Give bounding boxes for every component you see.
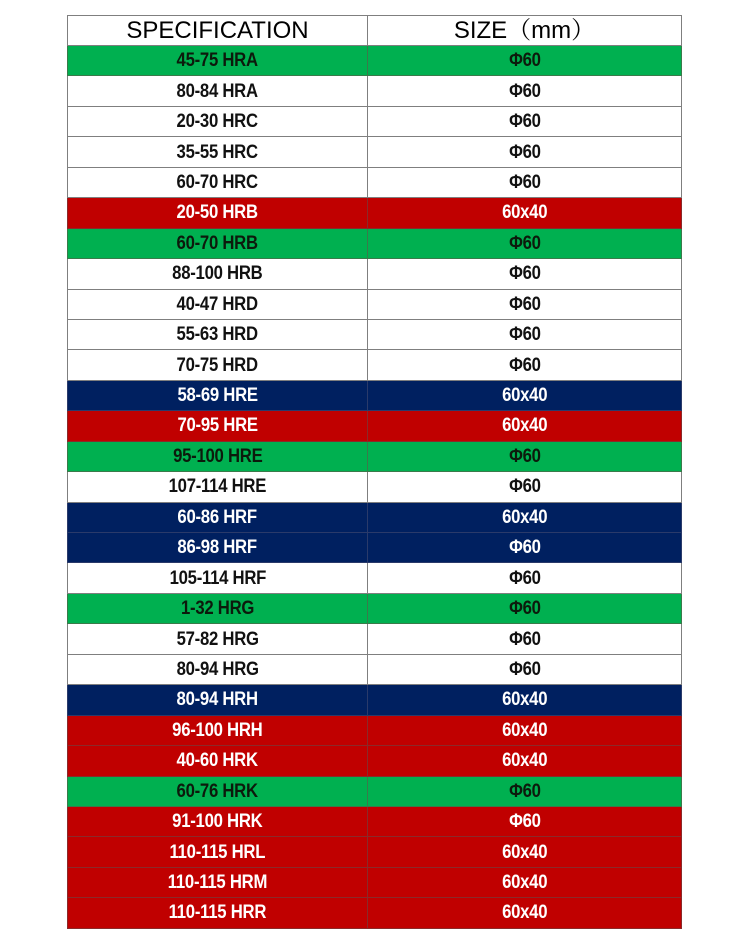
size-cell xyxy=(368,76,682,106)
size-cell xyxy=(368,715,682,745)
table-row xyxy=(68,776,682,806)
table-row xyxy=(68,533,682,563)
size-text: 60x40 xyxy=(501,415,548,437)
specification-cell xyxy=(68,106,368,136)
size-text: 60x40 xyxy=(501,202,548,224)
size-cell xyxy=(368,106,682,136)
size-text: Φ60 xyxy=(508,111,541,133)
specification-cell xyxy=(68,350,368,380)
size-text: 60x40 xyxy=(501,689,548,711)
specification-text: 60-76 HRK xyxy=(176,780,259,802)
table-row xyxy=(68,411,682,441)
size-text: 60x40 xyxy=(501,872,548,894)
size-column-header: SIZE（mm） xyxy=(368,16,682,46)
specification-text: 70-95 HRE xyxy=(177,415,258,437)
specification-text: 105-114 HRF xyxy=(169,567,266,589)
size-text: Φ60 xyxy=(508,293,541,315)
table-row xyxy=(68,502,682,532)
size-text: Φ60 xyxy=(508,50,541,72)
table-row xyxy=(68,259,682,289)
table-row xyxy=(68,746,682,776)
size-text: 60x40 xyxy=(501,750,548,772)
specification-text: 95-100 HRE xyxy=(172,445,263,467)
specification-cell xyxy=(68,746,368,776)
size-cell xyxy=(368,228,682,258)
specification-cell xyxy=(68,411,368,441)
size-cell xyxy=(368,198,682,228)
table-row xyxy=(68,898,682,928)
specification-cell xyxy=(68,380,368,410)
table-row xyxy=(68,472,682,502)
size-cell xyxy=(368,746,682,776)
header-row xyxy=(68,16,682,46)
hardness-block-spec-table xyxy=(67,15,682,929)
specification-text: 40-60 HRK xyxy=(176,750,259,772)
specification-text: 110-115 HRM xyxy=(167,872,268,894)
specification-text: 86-98 HRF xyxy=(177,537,258,559)
specification-cell xyxy=(68,624,368,654)
table-row xyxy=(68,106,682,136)
size-text: Φ60 xyxy=(508,476,541,498)
size-text: Φ60 xyxy=(508,80,541,102)
size-text: Φ60 xyxy=(508,628,541,650)
size-cell xyxy=(368,137,682,167)
size-cell xyxy=(368,441,682,471)
size-cell xyxy=(368,289,682,319)
size-cell xyxy=(368,593,682,623)
specification-cell xyxy=(68,533,368,563)
specification-cell xyxy=(68,76,368,106)
specification-text: 58-69 HRE xyxy=(177,385,258,407)
specification-column-header: SPECIFICATION xyxy=(68,16,368,46)
table-row xyxy=(68,837,682,867)
size-cell xyxy=(368,350,682,380)
specification-cell xyxy=(68,46,368,76)
table-row xyxy=(68,198,682,228)
table-row xyxy=(68,867,682,897)
specification-cell xyxy=(68,137,368,167)
specification-cell xyxy=(68,685,368,715)
specification-text: 60-70 HRB xyxy=(176,232,259,254)
table-row xyxy=(68,593,682,623)
table-row xyxy=(68,228,682,258)
size-cell xyxy=(368,685,682,715)
size-cell xyxy=(368,259,682,289)
specification-cell xyxy=(68,593,368,623)
size-text: 60x40 xyxy=(501,385,548,407)
size-cell xyxy=(368,46,682,76)
size-cell xyxy=(368,837,682,867)
size-text: Φ60 xyxy=(508,232,541,254)
specification-cell xyxy=(68,502,368,532)
table-row xyxy=(68,46,682,76)
table-row xyxy=(68,715,682,745)
specification-text: 55-63 HRD xyxy=(176,324,259,346)
table-row xyxy=(68,319,682,349)
table-row xyxy=(68,563,682,593)
size-cell xyxy=(368,867,682,897)
specification-cell xyxy=(68,472,368,502)
size-cell xyxy=(368,654,682,684)
specification-cell xyxy=(68,198,368,228)
specification-text: 80-84 HRA xyxy=(176,80,259,102)
specification-text: 60-86 HRF xyxy=(177,506,258,528)
specification-text: 107-114 HRE xyxy=(168,476,267,498)
size-text: Φ60 xyxy=(508,263,541,285)
specification-cell xyxy=(68,867,368,897)
size-text: Φ60 xyxy=(508,567,541,589)
specification-text: 91-100 HRK xyxy=(172,811,263,833)
size-cell xyxy=(368,806,682,836)
specification-cell xyxy=(68,167,368,197)
size-cell xyxy=(368,319,682,349)
specification-text: 110-115 HRR xyxy=(168,902,267,924)
specification-cell xyxy=(68,259,368,289)
specification-text: 20-30 HRC xyxy=(176,111,259,133)
specification-text: 35-55 HRC xyxy=(176,141,259,163)
specification-cell xyxy=(68,715,368,745)
table-row xyxy=(68,167,682,197)
size-cell xyxy=(368,502,682,532)
specification-cell xyxy=(68,319,368,349)
specification-text: 1-32 HRG xyxy=(180,598,255,620)
table-row xyxy=(68,380,682,410)
size-cell xyxy=(368,624,682,654)
size-cell xyxy=(368,898,682,928)
size-cell xyxy=(368,472,682,502)
specification-text: 70-75 HRD xyxy=(176,354,259,376)
size-cell xyxy=(368,533,682,563)
size-text: Φ60 xyxy=(508,811,541,833)
specification-text: 80-94 HRG xyxy=(176,658,259,680)
size-text: 60x40 xyxy=(501,841,548,863)
size-text: Φ60 xyxy=(508,780,541,802)
specification-text: 40-47 HRD xyxy=(176,293,259,315)
specification-text: 57-82 HRG xyxy=(176,628,259,650)
size-text: 60x40 xyxy=(501,719,548,741)
specification-cell xyxy=(68,898,368,928)
specification-text: 45-75 HRA xyxy=(176,50,259,72)
specification-cell xyxy=(68,228,368,258)
specification-text: 96-100 HRH xyxy=(172,719,263,741)
table-row xyxy=(68,350,682,380)
size-text: Φ60 xyxy=(508,598,541,620)
size-text: Φ60 xyxy=(508,141,541,163)
table-row xyxy=(68,806,682,836)
specification-cell xyxy=(68,776,368,806)
specification-cell xyxy=(68,289,368,319)
specification-text: 80-94 HRH xyxy=(176,689,259,711)
specification-cell xyxy=(68,563,368,593)
size-cell xyxy=(368,167,682,197)
size-text: Φ60 xyxy=(508,354,541,376)
size-cell xyxy=(368,380,682,410)
table-row xyxy=(68,624,682,654)
table-row xyxy=(68,654,682,684)
specification-cell xyxy=(68,441,368,471)
specification-text: 88-100 HRB xyxy=(172,263,263,285)
specification-cell xyxy=(68,806,368,836)
size-text: Φ60 xyxy=(508,324,541,346)
size-text: 60x40 xyxy=(501,902,548,924)
size-text: 60x40 xyxy=(501,506,548,528)
specification-text: 20-50 HRB xyxy=(176,202,259,224)
table-row xyxy=(68,137,682,167)
table-row xyxy=(68,685,682,715)
size-text: Φ60 xyxy=(508,445,541,467)
table-row xyxy=(68,289,682,319)
size-cell xyxy=(368,563,682,593)
size-text: Φ60 xyxy=(508,658,541,680)
table-body xyxy=(68,46,682,929)
size-text: Φ60 xyxy=(508,537,541,559)
specification-text: 60-70 HRC xyxy=(176,171,259,193)
table-row xyxy=(68,76,682,106)
table-row xyxy=(68,441,682,471)
specification-text: 110-115 HRL xyxy=(169,841,266,863)
specification-cell xyxy=(68,654,368,684)
size-cell xyxy=(368,776,682,806)
specification-cell xyxy=(68,837,368,867)
size-text: Φ60 xyxy=(508,171,541,193)
size-cell xyxy=(368,411,682,441)
